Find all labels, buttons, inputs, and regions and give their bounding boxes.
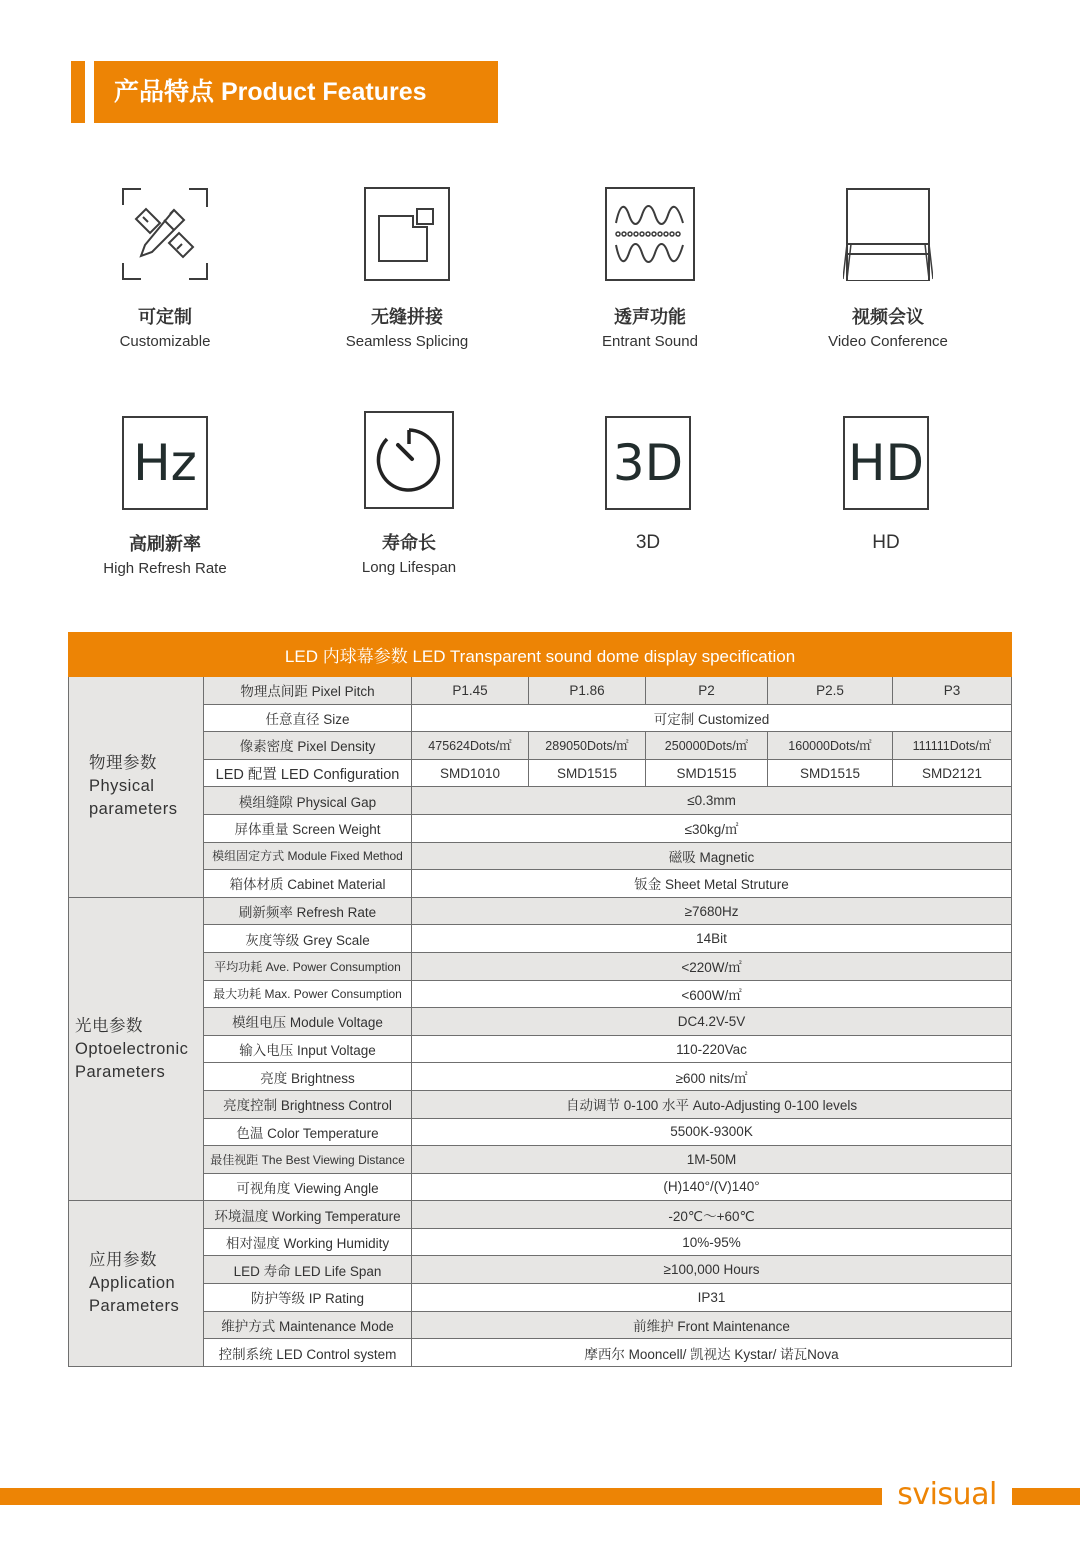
param-label: 屏体重量 Screen Weight — [204, 814, 412, 842]
hd-icon: HD — [843, 416, 929, 510]
param-label: 最大功耗 Max. Power Consumption — [204, 980, 412, 1008]
value-cell: 289050Dots/㎡ — [529, 732, 646, 760]
group-cn-label: 光电参数 — [75, 1016, 143, 1035]
value-cell: 1M-50M — [412, 1146, 1012, 1174]
feature-3d — [538, 416, 758, 554]
feature-video-conference — [778, 187, 998, 350]
table-row — [69, 1146, 1012, 1174]
value-cell: 111111Dots/㎡ — [893, 732, 1012, 760]
value-cell: 475624Dots/㎡ — [412, 732, 529, 760]
value-cell: ≥600 nits/㎡ — [412, 1063, 1012, 1091]
param-label: 可视角度 Viewing Angle — [204, 1173, 412, 1201]
value-cell: P1.86 — [529, 677, 646, 705]
footer-bar-end — [1012, 1488, 1080, 1505]
table-row — [69, 1090, 1012, 1118]
param-label: LED 寿命 LED Life Span — [204, 1256, 412, 1284]
value-cell: ≤30kg/㎡ — [412, 814, 1012, 842]
group-en-label: Application — [89, 1274, 176, 1293]
value-cell: 14Bit — [412, 925, 1012, 953]
param-label: LED 配置 LED Configuration — [204, 759, 412, 787]
brand-logo: svisual — [897, 1477, 997, 1512]
timer-icon — [364, 411, 454, 509]
value-cell: P2 — [646, 677, 768, 705]
pencil-ruler-icon — [121, 187, 209, 281]
table-row — [69, 925, 1012, 953]
feature-cn-label: 寿命长 — [382, 533, 436, 553]
value-cell: SMD1515 — [768, 759, 893, 787]
param-label: 防护等级 IP Rating — [204, 1284, 412, 1312]
group-en-label: Optoelectronic — [75, 1039, 189, 1058]
spec-table-header — [69, 633, 1012, 677]
feature-en-label: Customizable — [119, 333, 211, 350]
group-en-label: parameters — [89, 800, 178, 819]
value-cell: 160000Dots/㎡ — [768, 732, 893, 760]
param-label: 平均功耗 Ave. Power Consumption — [204, 952, 412, 980]
value-cell: SMD1515 — [529, 759, 646, 787]
table-row — [69, 1201, 1012, 1229]
table-row — [69, 814, 1012, 842]
feature-cn-label: 高刷新率 — [129, 534, 201, 554]
table-row — [69, 1256, 1012, 1284]
group-en-label: Parameters — [75, 1062, 166, 1081]
value-cell: DC4.2V-5V — [412, 1008, 1012, 1036]
feature-cn-label: 视频会议 — [852, 307, 924, 327]
value-cell: ≤0.3mm — [412, 787, 1012, 815]
param-label: 色温 Color Temperature — [204, 1118, 412, 1146]
param-label: 控制系统 LED Control system — [204, 1339, 412, 1367]
param-label: 刷新频率 Refresh Rate — [204, 897, 412, 925]
title-accent-bar — [71, 61, 85, 123]
param-label: 最佳视距 The Best Viewing Distance — [204, 1146, 412, 1174]
param-label: 任意直径 Size — [204, 704, 412, 732]
group-application — [69, 1201, 204, 1367]
seamless-splice-icon — [364, 187, 450, 281]
feature-en-label: Seamless Splicing — [345, 333, 469, 350]
value-cell: ≥7680Hz — [412, 897, 1012, 925]
feature-en-label: Long Lifespan — [361, 559, 457, 576]
table-row — [69, 897, 1012, 925]
3d-icon: 3D — [605, 416, 691, 510]
feature-en-label: Entrant Sound — [602, 333, 698, 350]
table-row — [69, 704, 1012, 732]
value-cell: 5500K-9300K — [412, 1118, 1012, 1146]
value-cell: 前维护 Front Maintenance — [412, 1311, 1012, 1339]
footer-bar — [0, 1488, 882, 1505]
value-cell: P3 — [893, 677, 1012, 705]
feature-label: HD — [872, 532, 900, 553]
spec-table-title: LED 内球幕参数 LED Transparent sound dome display specification — [69, 633, 1012, 677]
value-cell: 钣金 Sheet Metal Struture — [412, 870, 1012, 898]
group-en-label: Physical — [89, 777, 155, 796]
feature-seamless-splicing — [297, 187, 517, 350]
param-label: 箱体材质 Cabinet Material — [204, 870, 412, 898]
sound-wave-icon — [605, 187, 695, 281]
table-row — [69, 842, 1012, 870]
group-cn-label: 应用参数 — [89, 1251, 157, 1270]
value-cell: <600W/㎡ — [412, 980, 1012, 1008]
feature-en-label: High Refresh Rate — [103, 560, 227, 577]
table-row — [69, 1063, 1012, 1091]
table-row — [69, 1228, 1012, 1256]
param-label: 亮度 Brightness — [204, 1063, 412, 1091]
table-row — [69, 759, 1012, 787]
feature-label: 3D — [635, 532, 661, 553]
feature-long-lifespan — [299, 411, 519, 576]
value-cell: ≥100,000 Hours — [412, 1256, 1012, 1284]
group-en-label: Parameters — [89, 1297, 180, 1316]
table-row — [69, 677, 1012, 705]
group-physical — [69, 677, 204, 898]
table-row — [69, 1339, 1012, 1367]
hz-icon: Hz — [122, 416, 208, 510]
conference-screen-icon — [843, 187, 933, 281]
feature-entrant-sound — [540, 187, 760, 350]
table-row — [69, 952, 1012, 980]
spec-table — [68, 632, 1012, 1367]
feature-en-label: Video Conference — [828, 333, 948, 350]
value-cell: SMD1010 — [412, 759, 529, 787]
param-label: 相对湿度 Working Humidity — [204, 1228, 412, 1256]
value-cell: 250000Dots/㎡ — [646, 732, 768, 760]
table-row — [69, 1118, 1012, 1146]
table-row — [69, 1311, 1012, 1339]
value-cell: 磁吸 Magnetic — [412, 842, 1012, 870]
feature-hd — [776, 416, 996, 554]
param-label: 模组电压 Module Voltage — [204, 1008, 412, 1036]
value-cell: SMD2121 — [893, 759, 1012, 787]
param-label: 灰度等级 Grey Scale — [204, 925, 412, 953]
feature-cn-label: 可定制 — [138, 307, 192, 327]
value-cell: 摩西尔 Mooncell/ 凯视达 Kystar/ 诺瓦Nova — [412, 1339, 1012, 1367]
param-label: 模组固定方式 Module Fixed Method — [204, 842, 412, 870]
table-row — [69, 1284, 1012, 1312]
value-cell: (H)140°/(V)140° — [412, 1173, 1012, 1201]
param-label: 亮度控制 Brightness Control — [204, 1090, 412, 1118]
section-title: 产品特点 Product Features — [94, 61, 498, 123]
param-label: 模组缝隙 Physical Gap — [204, 787, 412, 815]
param-label: 物理点间距 Pixel Pitch — [204, 677, 412, 705]
value-cell: SMD1515 — [646, 759, 768, 787]
value-cell: 可定制 Customized — [412, 704, 1012, 732]
feature-customizable — [55, 187, 275, 350]
feature-high-refresh-rate — [55, 416, 275, 577]
param-label: 环境温度 Working Temperature — [204, 1201, 412, 1229]
table-row — [69, 870, 1012, 898]
group-optoelectronic — [69, 897, 204, 1201]
value-cell: P1.45 — [412, 677, 529, 705]
value-cell: 10%-95% — [412, 1228, 1012, 1256]
param-label: 输入电压 Input Voltage — [204, 1035, 412, 1063]
feature-cn-label: 无缝拼接 — [371, 307, 443, 327]
value-cell: 自动调节 0-100 水平 Auto-Adjusting 0-100 levels — [412, 1090, 1012, 1118]
group-cn-label: 物理参数 — [89, 754, 157, 773]
value-cell: <220W/㎡ — [412, 952, 1012, 980]
table-row — [69, 787, 1012, 815]
value-cell: P2.5 — [768, 677, 893, 705]
feature-cn-label: 透声功能 — [614, 307, 686, 327]
table-row — [69, 1008, 1012, 1036]
table-row — [69, 732, 1012, 760]
param-label: 像素密度 Pixel Density — [204, 732, 412, 760]
value-cell: IP31 — [412, 1284, 1012, 1312]
value-cell: 110-220Vac — [412, 1035, 1012, 1063]
table-row — [69, 1173, 1012, 1201]
table-row — [69, 1035, 1012, 1063]
param-label: 维护方式 Maintenance Mode — [204, 1311, 412, 1339]
table-row — [69, 980, 1012, 1008]
value-cell: -20℃～+60℃ — [412, 1201, 1012, 1229]
